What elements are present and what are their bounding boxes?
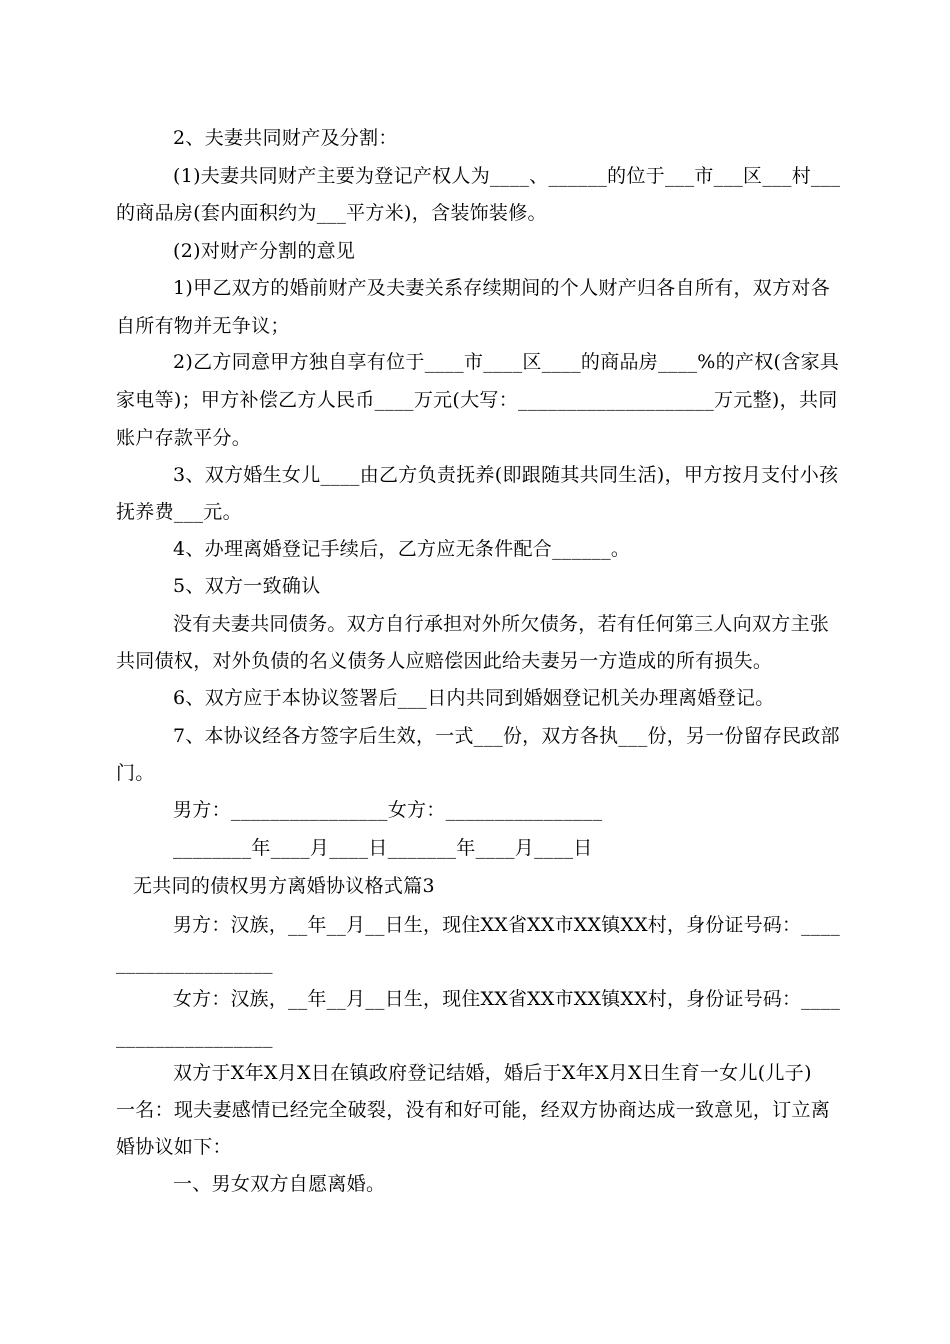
- paragraph-line: 家电等)；甲方补偿乙方人民币____万元(大写：____________________万元整)，共同: [116, 389, 838, 411]
- paragraph-line: 共同债权，对外负债的名义债务人应赔偿因此给夫妻另一方造成的所有损失。: [116, 650, 773, 672]
- paragraph-line: 2)乙方同意甲方独自享有位于____市____区____的商品房____%的产权(含家具: [173, 351, 840, 373]
- section-heading-property: 2、夫妻共同财产及分割：: [173, 127, 398, 149]
- paragraph-line: 一、男女双方自愿离婚。: [173, 1173, 386, 1195]
- paragraph-line: 账户存款平分。: [116, 427, 252, 449]
- paragraph-line: 婚协议如下：: [116, 1136, 232, 1158]
- section-title: 无共同的债权男方离婚协议格式篇3: [133, 875, 435, 897]
- paragraph-line: 的商品房(套内面积约为___平方米)，含装饰装修。: [116, 202, 547, 224]
- date-line: ________年____月____日_______年____月____日: [173, 837, 593, 859]
- paragraph-line: 抚养费___元。: [116, 501, 242, 523]
- paragraph-line: 4、办理离婚登记手续后，乙方应无条件配合______。: [173, 538, 631, 560]
- paragraph-line: 6、双方应于本协议签署后___日内共同到婚姻登记机关办理离婚登记。: [173, 687, 775, 709]
- signature-line: 男方：________________女方：________________: [173, 799, 603, 821]
- blank-line: ________________: [116, 1026, 273, 1048]
- paragraph-line: (2)对财产分割的意见: [173, 240, 356, 262]
- party-female-line: 女方：汉族，__年__月__日生，现住XX省XX市XX镇XX村，身份证号码：____: [173, 988, 841, 1010]
- paragraph-line: 门。: [116, 762, 155, 784]
- paragraph-line: 3、双方婚生女儿____由乙方负责抚养(即跟随其共同生活)，甲方按月支付小孩: [173, 464, 839, 486]
- paragraph-line: 双方于X年X月X日在镇政府登记结婚，婚后于X年X月X日生育一女儿(儿子): [173, 1062, 812, 1084]
- paragraph-line: (1)夫妻共同财产主要为登记产权人为____、______的位于___市___区___村___: [173, 165, 841, 187]
- paragraph-line: 没有夫妻共同债务。双方自行承担对外所欠债务，若有任何第三人向双方主张: [173, 613, 830, 635]
- paragraph-line: 自所有物并无争议；: [116, 315, 290, 337]
- paragraph-line: 5、双方一致确认: [173, 575, 321, 597]
- paragraph-line: 1)甲乙双方的婚前财产及夫妻关系存续期间的个人财产归各自所有，双方对各: [173, 277, 831, 299]
- blank-line: ________________: [116, 952, 273, 974]
- party-male-line: 男方：汉族，__年__月__日生，现住XX省XX市XX镇XX村，身份证号码：____: [173, 914, 841, 936]
- paragraph-line: 7、本协议经各方签字后生效，一式___份，双方各执___份，另一份留存民政部: [173, 725, 840, 747]
- paragraph-line: 一名：现夫妻感情已经完全破裂，没有和好可能，经双方协商达成一致意见，订立离: [116, 1099, 831, 1121]
